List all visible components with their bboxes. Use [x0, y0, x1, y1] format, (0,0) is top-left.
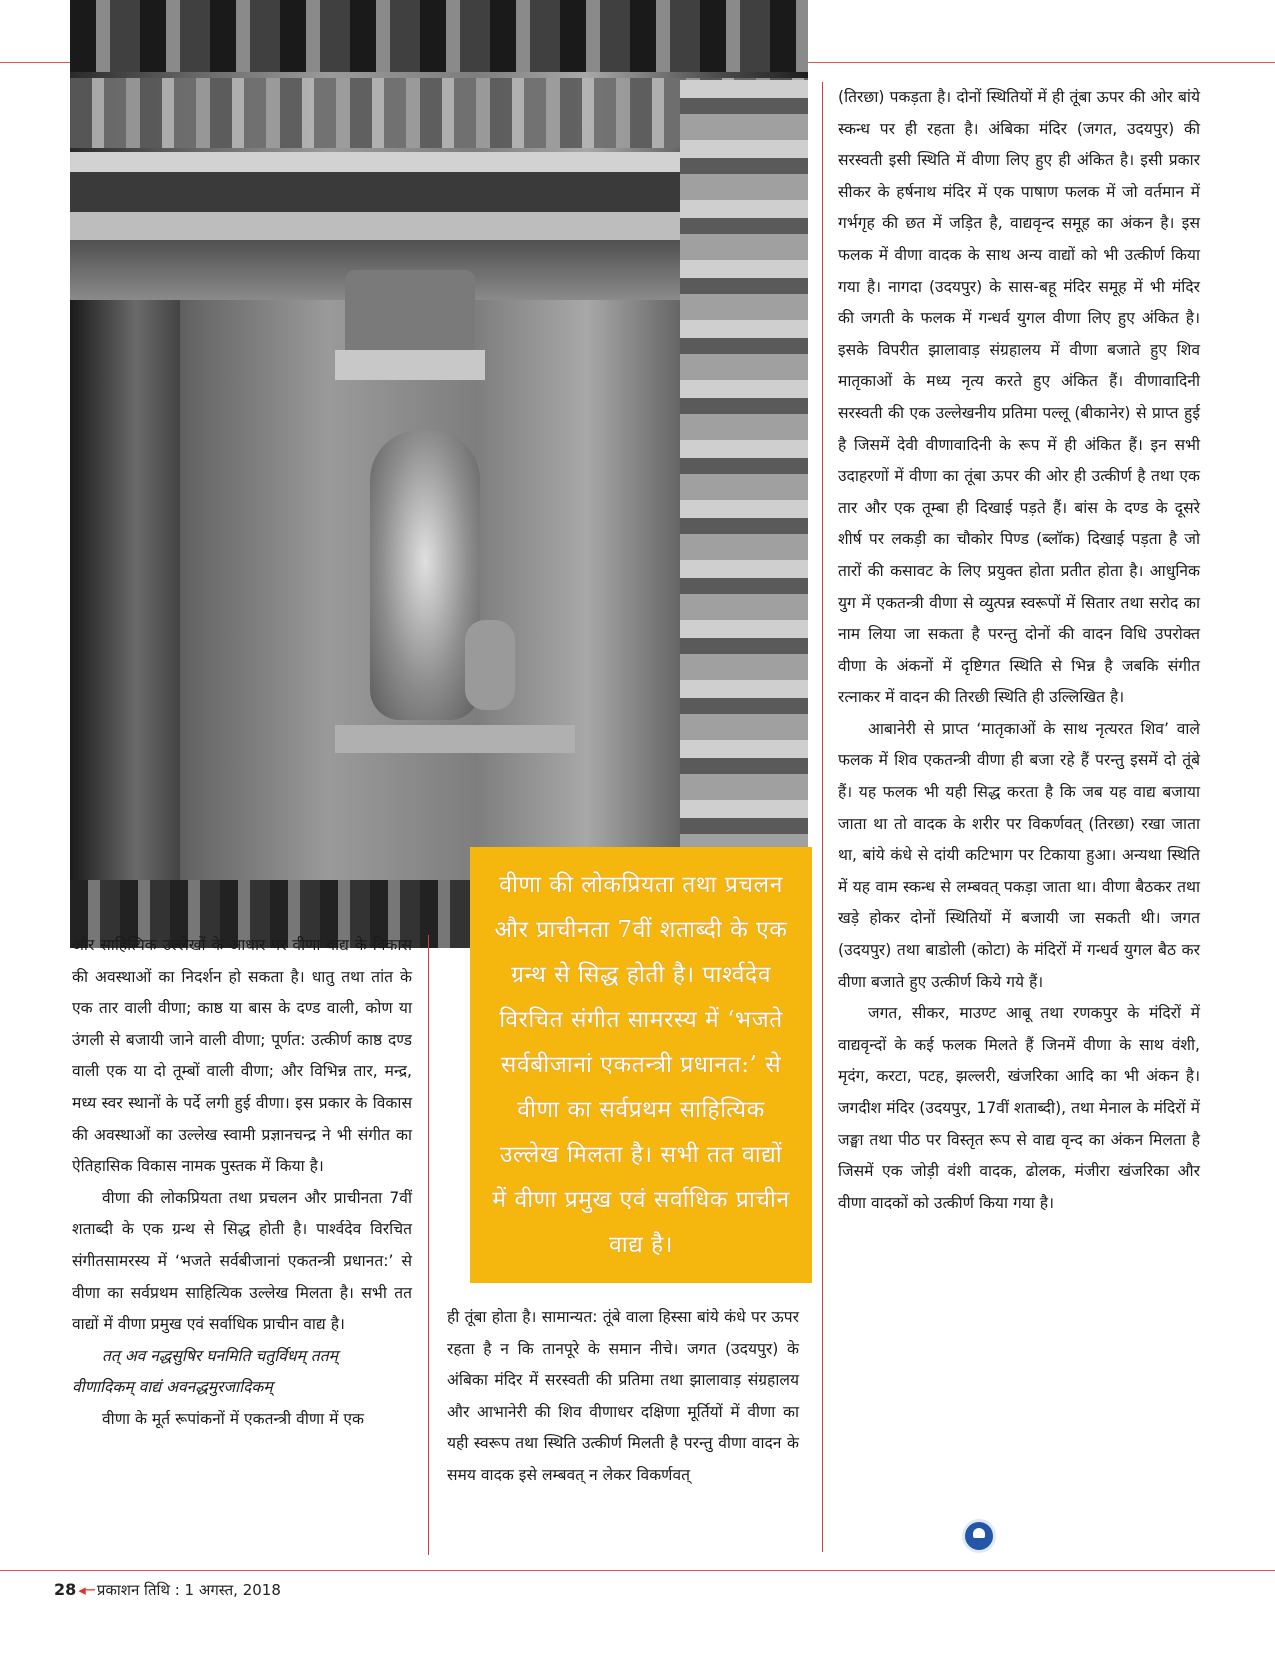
right-para-1: (तिरछा) पकड़ता है। दोनों स्थितियों में ही तूंबा ऊपर की ओर बांये स्कन्ध पर ही रहता है। अंबिका मंदिर (जगत, उदयपुर) की सरस्वती इसी स्थिति में वीणा लिए हुए ही अंकित है। इसी प्रकार सीकर के हर्षनाथ मंदिर में एक पाषाण फलक में जो वर्तमान में गर्भगृह की छत में जड़ित है, वाद्यवृन्द समूह का अंकन है। इस फलक में वीणा वादक के साथ अन्य वाद्यों को भी उत्कीर्ण किया गया है। नागदा (उदयपुर) के सास-बहू मंदिर समूह में भी मंदिर की जगती के फलक में गन्धर्व युगल वीणा लिए हुए अंकित है। इसके विपरीत झालावाड़ संग्रहालय में वीणा बजाते हुए शिव मातृकाओं के मध्य नृत्य करते हुए अंकित हैं। वीणावादिनी सरस्वती की एक उल्लेखनीय प्रतिमा पल्लू (बीकानेर) से प्राप्त हुई है जिसमें देवी वीणावादिनी के रूप में ही अंकित हैं। इन सभी उदाहरणों में वीणा का तूंबा ऊपर की ओर ही उत्कीर्ण है तथा एक तार और एक तूम्बा ही दिखाई पड़ते हैं। बांस के दण्ड के दूसरे शीर्ष पर लकड़ी का चौकोर पिण्ड (ब्लॉक) दिखाई पड़ता है जो तारों की कसावट के लिए प्रयुक्त होता प्रतीत होता है। आधुनिक युग में एकतन्त्री वीणा से व्युत्पन्न स्वरूपों में सितार तथा सरोद का नाम लिया जा सकता है परन्तु दोनों की वादन विधि उपरोक्त वीणा के अंकनों में दृष्टिगत स्थिति से भिन्न है जबकि संगीत रत्नाकर में वादन की तिरछी स्थिति ही उल्लिखित है।	[838, 88, 1200, 707]
right-para-3: जगत, सीकर, माउण्ट आबू तथा रणकपुर के मंदिरों में वाद्यवृन्दों के कई फलक मिलते हैं जिनमें वीणा के साथ वंशी, मृदंग, करटा, पटह, झल्लरी, खंजरिका आदि का भी अंकन है। जगदीश मंदिर (उदयपुर, 17वीं शताब्दी), तथा मेनाल के मंदिरों में जङ्घा तथा पीठ पर विस्तृत रूप से वाद्य वृन्द का अंकन मिलता है जिसमें एक जोड़ी वंशी वादक, ढोलक, मंजीरा खंजरिका और वीणा वादकों को उत्कीर्ण किया गया है।	[838, 1004, 1200, 1212]
left-para-1: और साहित्यिक उल्लेखों के आधार पर वीणा वाद्य के विकास की अवस्थाओं का निदर्शन हो सकता है। धातु तथा तांत के एक तार वाली वीणा; काष्ठ या बास के दण्ड वाली, कोण या उंगली से बजायी जाने वाली वीणा; पूर्णत: उत्कीर्ण काष्ठ दण्ड वाली एक या दो तूम्बों वाली वीणा; और विभिन्न तार, मन्द्र, मध्य स्वर स्थानों के पर्दे लगी हुई वीणा। इस प्रकार के विकास की अवस्थाओं का उल्लेख स्वामी प्रज्ञानचन्द्र ने भी संगीत का ऐतिहासिक विकास नामक पुस्तक में किया है।	[72, 936, 412, 1176]
left-column	[72, 930, 412, 1436]
page-number: 28	[54, 1580, 77, 1599]
column-divider-left	[428, 935, 429, 1555]
temple-sculpture-photo	[70, 0, 808, 948]
right-column	[838, 82, 1200, 1219]
pull-quote: वीणा की लोकप्रियता तथा प्रचलन और प्राचीनता 7वीं शताब्दी के एक ग्रन्थ से सिद्ध होती है। पार्श्वदेव विरचित संगीत सामरस्य में ‘भजते सर्वबीजानां एकतन्त्री प्रधानत:’ से वीणा का सर्वप्रथम साहित्यिक उल्लेख मिलता है। सभी तत वाद्यों में वीणा प्रमुख एवं सर्वाधिक प्राचीन वाद्य है।	[470, 847, 812, 1283]
right-para-2: आबानेरी से प्राप्त ‘मातृकाओं के साथ नृत्यरत शिव’ वाले फलक में शिव एकतन्त्री वीणा ही बजा रहे हैं परन्तु इसमें दो तूंबे हैं। यह फलक भी यही सिद्ध करता है कि जब यह वाद्य बजाया जाता था तो वादक के शरीर पर विकर्णवत् (तिरछा) रखा जाता था, बांये कंधे से दांयी कटिभाग पर टिकाया हुआ। अन्यथा स्थिति में यह वाम स्कन्ध से लम्बवत् पकड़ा जाता था। वीणा बैठकर तथा खड़े होकर दोनों स्थितियों में बजायी जा सकती थी। जगत (उदयपुर) तथा बाडोली (कोटा) के मंदिरों में गन्धर्व युगल बैठ कर वीणा बजाते हुए उत्कीर्ण किये गये हैं।	[838, 719, 1200, 991]
arrow-icon: ◂─	[78, 1581, 95, 1599]
middle-column	[447, 1302, 799, 1492]
publication-date: प्रकाशन तिथि : 1 अगस्त, 2018	[96, 1581, 281, 1599]
top-rule-left	[0, 62, 70, 63]
verse-line-2: वीणादिकम् वाद्यं अवनद्धमुरजादिकम्	[72, 1378, 273, 1397]
top-rule-right	[808, 62, 1275, 63]
bottom-rule	[0, 1570, 1275, 1571]
publisher-logo-icon	[962, 1519, 996, 1553]
page-footer	[54, 1580, 281, 1600]
column-divider-right	[822, 82, 823, 1552]
left-para-2: वीणा की लोकप्रियता तथा प्रचलन और प्राचीनता 7वीं शताब्दी के एक ग्रन्थ से सिद्ध होती है। पार्श्वदेव विरचित संगीतसामरस्य में ‘भजते सर्वबीजानां एकतन्त्री प्रधानत:’ से वीणा का सर्वप्रथम साहित्यिक उल्लेख मिलता है। सभी तत वाद्यों में वीणा प्रमुख एवं सर्वाधिक प्राचीन वाद्य है।	[72, 1188, 412, 1334]
verse-line-1: तत् अव नद्धसुषिर घनमिति चतुर्विधम् ततम्	[102, 1346, 338, 1365]
middle-para-1: ही तूंबा होता है। सामान्यत: तूंबे वाला हिस्सा बांये कंधे पर ऊपर रहता है न कि तानपूरे के समान नीचे। जगत (उदयपुर) के अंबिका मंदिर में सरस्वती की प्रतिमा तथा झालावाड़ संग्रहालय और आभानेरी की शिव वीणाधर दक्षिणा मूर्तियों में वीणा का यही स्वरूप तथा स्थिति उत्कीर्ण मिलती है परन्तु वीणा वादन के समय वादक इसे लम्बवत् न लेकर विकर्णवत्	[447, 1308, 799, 1484]
left-para-3: वीणा के मूर्त रूपांकनों में एकतन्त्री वीणा में एक	[102, 1409, 365, 1428]
